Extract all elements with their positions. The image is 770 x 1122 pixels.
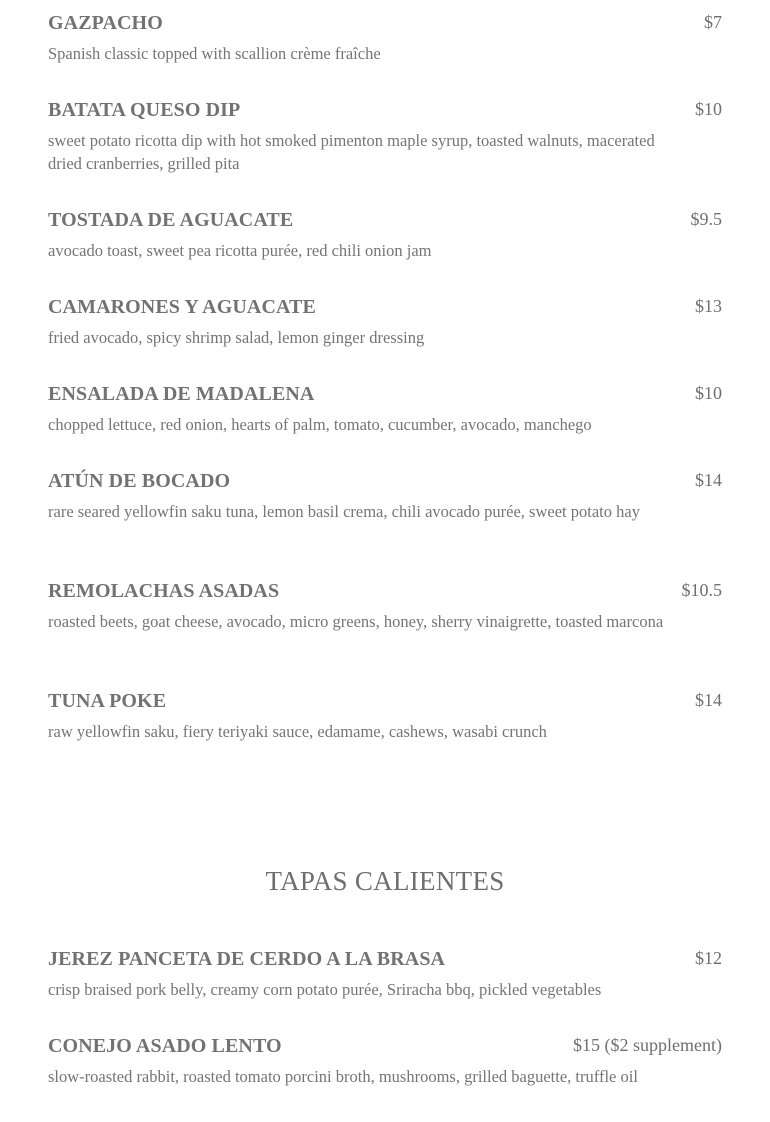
item-description: roasted beets, goat cheese, avocado, micro greens, honey, sherry vinaigrette, toasted marcona [48, 612, 664, 631]
item-name: ATÚN DE BOCADO [48, 470, 231, 492]
item-price: $14 [695, 470, 722, 490]
item-name: JEREZ PANCETA DE CERDO A LA BRASA [48, 948, 446, 970]
item-price: $15 ($2 supplement) [573, 1035, 722, 1055]
item-name: GAZPACHO [48, 12, 163, 34]
item-description: fried avocado, spicy shrimp salad, lemon ginger dressing [48, 328, 425, 347]
item-price: $14 [695, 690, 722, 710]
item-name: REMOLACHAS ASADAS [48, 580, 280, 602]
item-description: rare seared yellowfin saku tuna, lemon basil crema, chili avocado purée, sweet potato hay [48, 502, 640, 521]
item-description: sweet potato ricotta dip with hot smoked pimenton maple syrup, toasted walnuts, macerated dried cranberries, grilled pita [48, 131, 655, 173]
item-name: BATATA QUESO DIP [48, 99, 241, 121]
item-price: $10 [695, 99, 722, 119]
item-price: $12 [695, 948, 722, 968]
item-name: TUNA POKE [48, 690, 167, 712]
item-description: crisp braised pork belly, creamy corn potato purée, Sriracha bbq, pickled vegetables [48, 980, 602, 999]
item-description: chopped lettuce, red onion, hearts of palm, tomato, cucumber, avocado, manchego [48, 415, 592, 434]
item-name: CAMARONES Y AGUACATE [48, 296, 316, 318]
section-title: TAPAS CALIENTES [265, 866, 505, 896]
item-price: $10 [695, 383, 722, 403]
item-description: raw yellowfin saku, fiery teriyaki sauce, edamame, cashews, wasabi crunch [48, 722, 547, 741]
item-description: avocado toast, sweet pea ricotta purée, red chili onion jam [48, 241, 432, 260]
item-price: $13 [695, 296, 722, 316]
item-description: Spanish classic topped with scallion crème fraîche [48, 44, 381, 63]
item-name: ENSALADA DE MADALENA [48, 383, 315, 405]
item-price: $10.5 [681, 580, 722, 600]
item-price: $9.5 [690, 209, 722, 229]
item-description: slow-roasted rabbit, roasted tomato porcini broth, mushrooms, grilled baguette, truffle oil [48, 1067, 638, 1086]
item-name: TOSTADA DE AGUACATE [48, 209, 294, 231]
item-name: CONEJO ASADO LENTO [48, 1035, 282, 1057]
item-price: $7 [704, 12, 722, 32]
